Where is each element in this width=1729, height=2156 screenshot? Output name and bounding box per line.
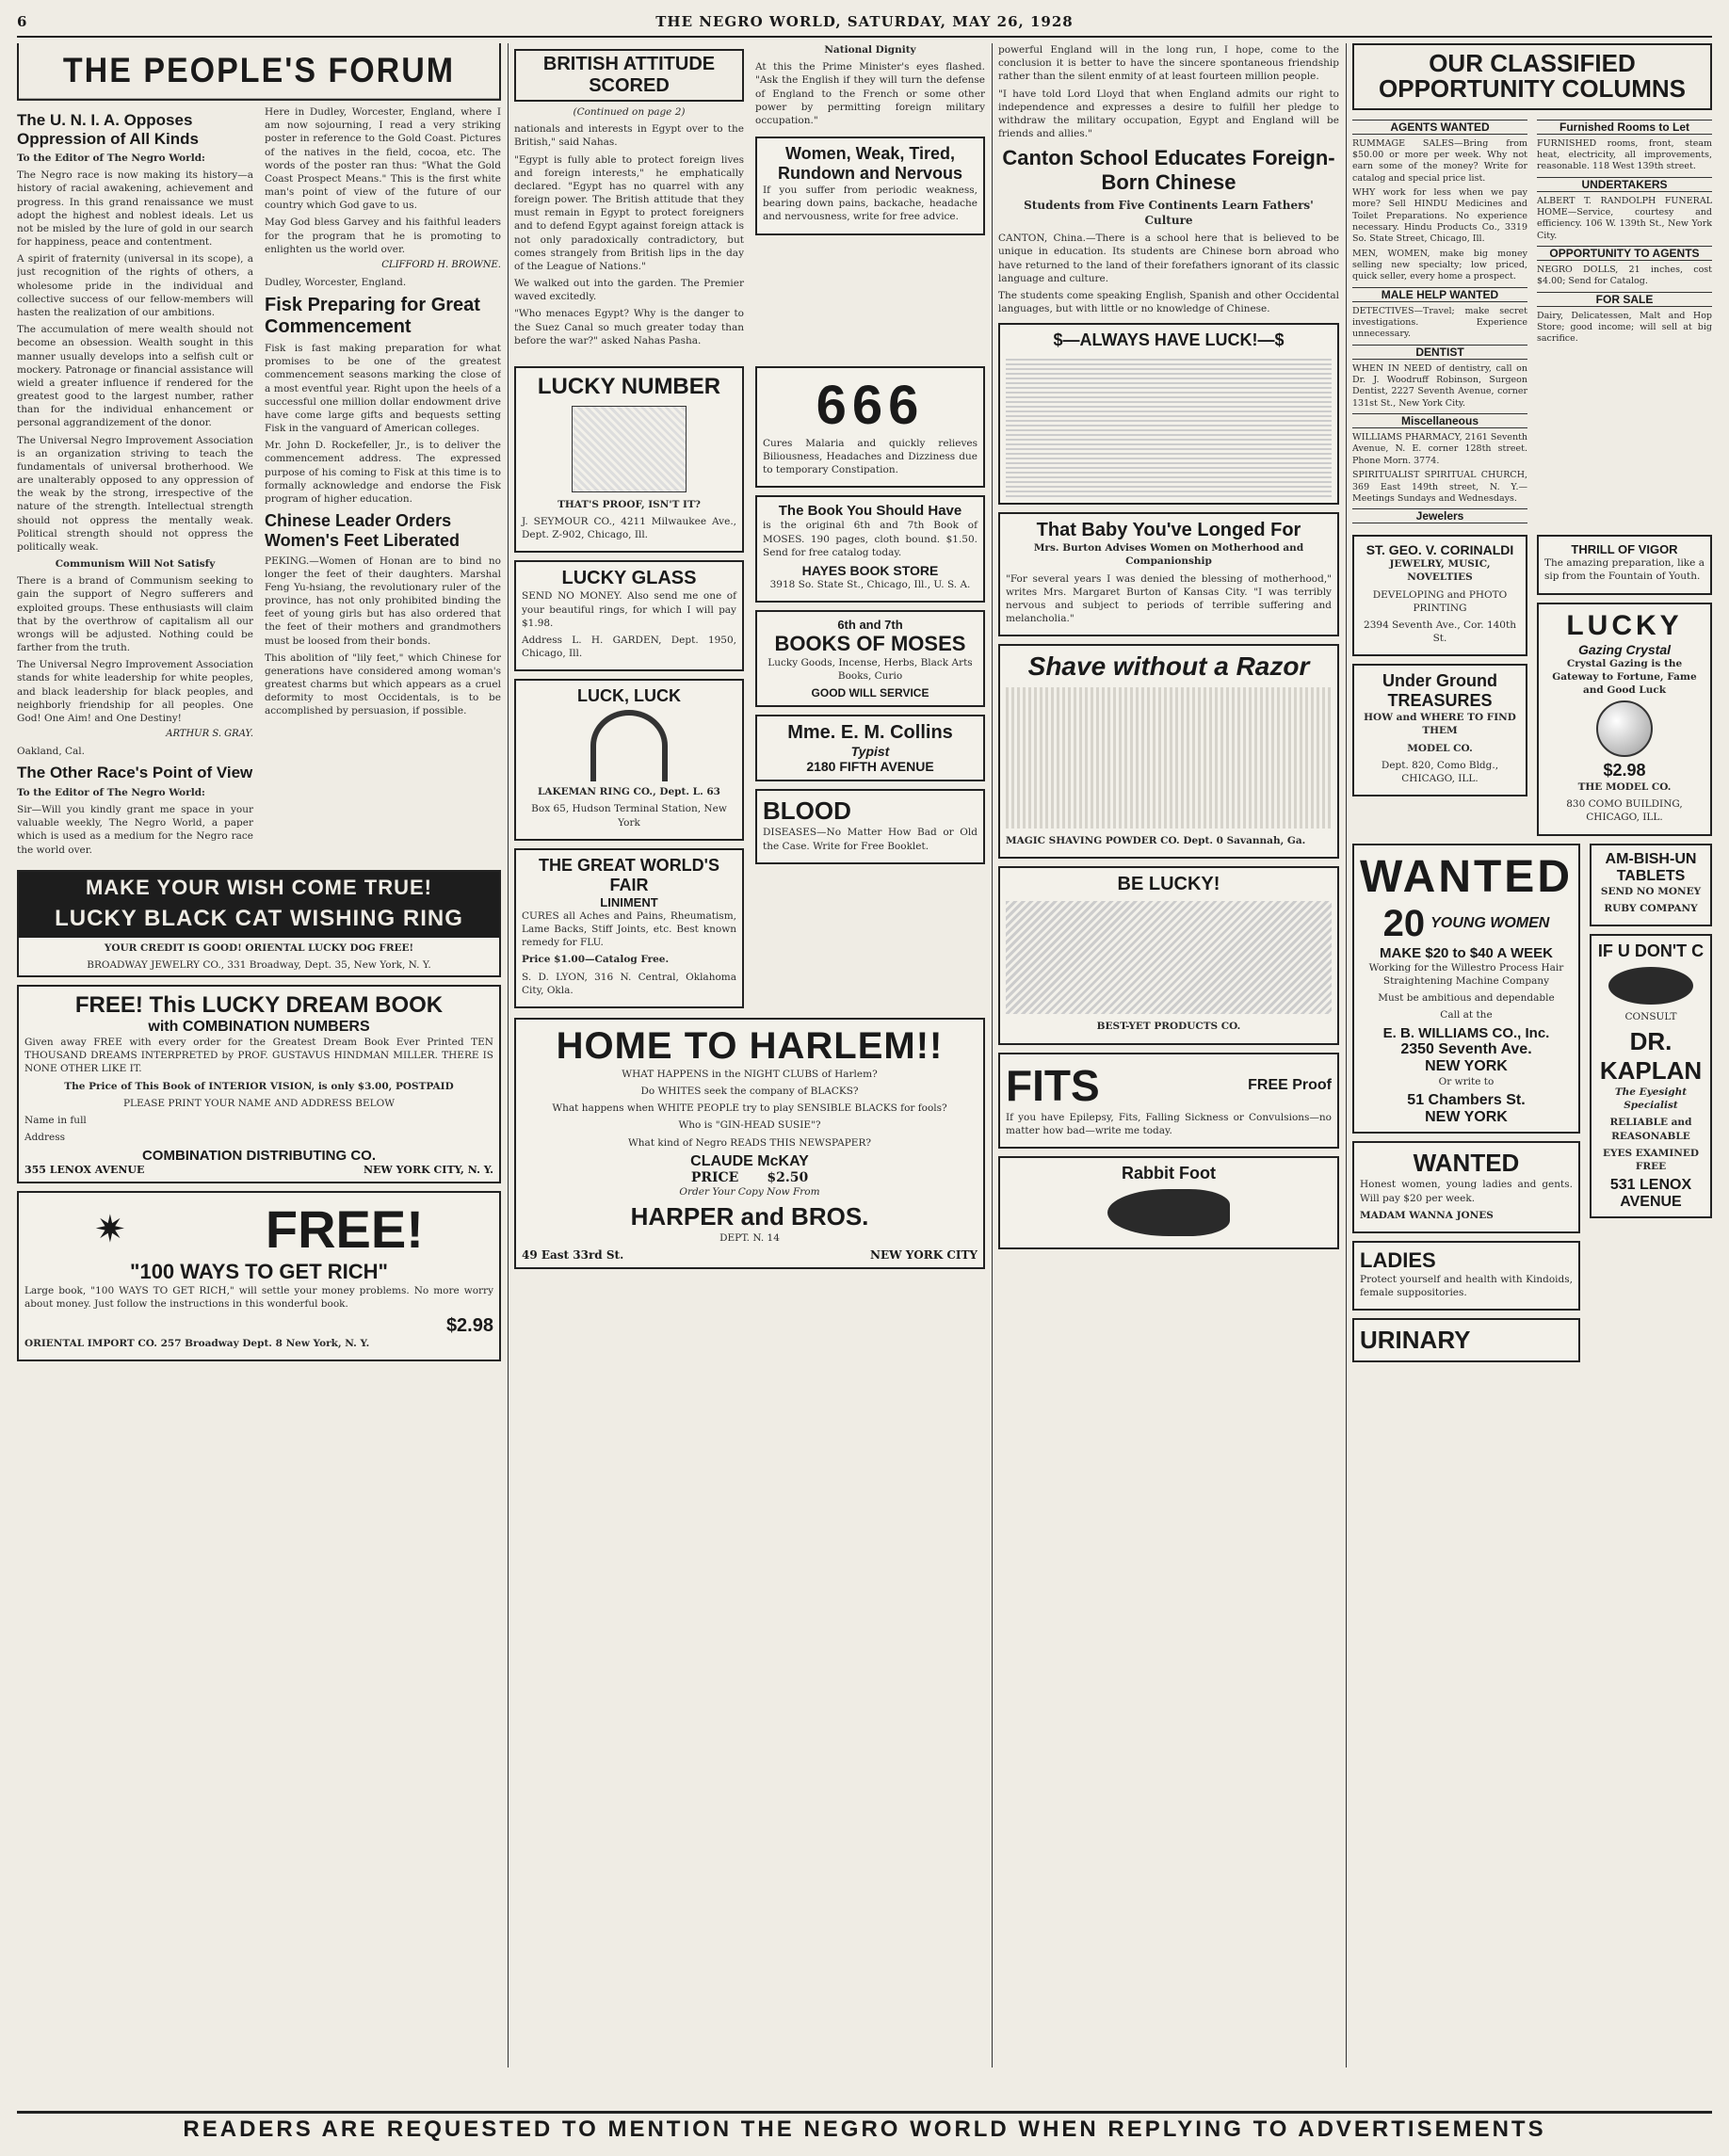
treasures-title: Under Ground TREASURES (1382, 671, 1497, 711)
wanted2-body: Honest women, young ladies and gents. Will pay $20 per week. (1360, 1179, 1573, 1204)
dreambook-name-label: Name in full (24, 1114, 87, 1126)
ad-wanted-honest (1352, 1141, 1580, 1233)
harlem-q5: What kind of Negro READS THIS NEWSPAPER? (628, 1136, 871, 1149)
100ways-header (24, 1199, 493, 1260)
harlem-publisher: HARPER and BROS. (630, 1201, 869, 1231)
baby-headline: That Baby You've Longed For (1036, 520, 1301, 541)
newspaper-page (17, 9, 1712, 2147)
booksyou-title: The Book You Should Have (778, 503, 962, 520)
canton-sub: Students from Five Continents Learn Fathers' Culture (1024, 198, 1314, 227)
harlem-price: $2.50 (767, 1169, 809, 1185)
ad-always-have-luck (998, 323, 1339, 505)
wanted20-row (1360, 903, 1573, 945)
letter1-place: Oakland, Cal. (17, 746, 85, 758)
letter1-headline: The U. N. I. A. Opposes Oppression of All Kinds (17, 111, 199, 148)
letter1-p4: The Universal Negro Improvement Association is an organization striving to teach the fundamentals of universal brotherhood. We are unalterably opposed to any oppression of the weak by the strong, irrespective of the nature of the strength. Intellectual strength should not oppress the mentally weak. Political strength should not oppress the politically weak. (17, 434, 253, 553)
column-rule (992, 43, 993, 2068)
column-classified (1352, 43, 1712, 2068)
british-right (755, 43, 985, 351)
luckynumber-title: LUCKY NUMBER (537, 373, 721, 399)
luckyglass-footer: Address L. H. GARDEN, Dept. 1950, Chicago, Ill. (522, 634, 736, 660)
classified-right (1537, 116, 1712, 528)
100ways-footer: ORIENTAL IMPORT CO. 257 Broadway Dept. 8 New York, N. Y. (24, 1337, 370, 1349)
letter1-salutation: To the Editor of The Negro World: (17, 153, 205, 165)
col4-ads-left (1352, 527, 1527, 835)
crystal-title: LUCKY (1566, 609, 1683, 641)
column-two (514, 43, 985, 2068)
masthead-title: THE NEGRO WORLD, SATURDAY, MAY 26, 1928 (655, 13, 1074, 30)
ad-home-to-harlem (514, 1018, 985, 1269)
dreambook-headline: FREE! This LUCKY DREAM BOOK (74, 992, 444, 1019)
wanted20-city2: NEW YORK (1425, 1109, 1508, 1126)
harlem-price-row (522, 1170, 978, 1185)
col3-cont-text: powerful England will in the long run, I hope, come to the conclusion it is better to have the sincere spontaneous friendship rather than the silent enmity of at least fourteen million people. (998, 44, 1339, 83)
ad-dr-kaplan (1590, 934, 1712, 1218)
letter1-signature: ARTHUR S. GRAY. (166, 729, 253, 740)
classified-item: WILLIAMS PHARMACY, 2161 Seventh Avenue, N. E. corner 128th street. Phone Morn. 3774. (1352, 432, 1528, 466)
canton-headline: Canton School Educates Foreign-Born Chinese (1002, 146, 1335, 194)
shave-footer: MAGIC SHAVING POWDER CO. Dept. 0 Savannah, Ga. (1006, 835, 1306, 847)
chinese-p2: This abolition of "lily feet," which Chinese for generations have considered among woman's greatest charms but which appears as a cruel deformity to most Occidentals, is to be accomplished by persuasion, if possible. (265, 652, 501, 717)
harlem-author: CLAUDE McKAY (690, 1152, 809, 1169)
ad-blood (755, 789, 985, 863)
rabbit-foot-icon (1107, 1189, 1230, 1236)
belucky-image-icon (1006, 901, 1332, 1014)
harlem-city: NEW YORK CITY (869, 1248, 978, 1263)
fits-body: If you have Epilepsy, Fits, Falling Sickness or Convulsions—no matter how bad—write me today. (1006, 1111, 1332, 1136)
treasures-sub: HOW and WHERE TO FIND THEM (1364, 712, 1516, 737)
100ways-price: $2.98 (445, 1314, 493, 1336)
col4-bottom-left (1352, 836, 1580, 1363)
blood-title: BLOOD (763, 796, 851, 826)
kaplan-top: IF U DON'T C (1597, 941, 1705, 960)
fits-title: FITS (1006, 1060, 1100, 1110)
dreambook-body: Given away FREE with every order for the Greatest Dream Book Ever Printed TEN THOUSAND DREAMS INTERPRETED by PROF. GUSTAVUS HINDMAN MILLER. THERE IS NONE OTHER LIKE IT. (24, 1037, 493, 1075)
british-left (514, 43, 744, 351)
horseshoe-icon (590, 710, 668, 781)
corinaldi-sub: JEWELRY, MUSIC, NOVELTIES (1389, 558, 1491, 584)
kaplan-addr: 531 LENOX AVENUE (1609, 1177, 1692, 1211)
ad-that-baby (998, 512, 1339, 636)
wanted20-label: YOUNG WOMEN (1430, 915, 1550, 932)
classified-item: ALBERT T. RANDOLPH FUNERAL HOME—Service, courtesy and efficiency. 106 W. 139th St., New York City. (1537, 195, 1712, 241)
fisk-headline: Fisk Preparing for Great Commencement (265, 295, 480, 338)
cat-jewelers: Jewelers (1352, 508, 1527, 523)
ad-100-ways (17, 1191, 501, 1361)
fits-header (1006, 1060, 1332, 1111)
ad-dream-book (17, 985, 501, 1183)
crystal-tagline: Crystal Gazing is the Gateway to Fortune, Fame and Good Luck (1552, 657, 1697, 696)
harlem-title: HOME TO HARLEM!! (556, 1024, 944, 1067)
ad-666 (755, 366, 985, 489)
wanted20-city1: NEW YORK (1425, 1058, 1508, 1075)
kaplan-consult: CONSULT (1624, 1010, 1677, 1022)
col2-ads-right (755, 359, 985, 1008)
wanted20-company: E. B. WILLIAMS CO., Inc. (1382, 1025, 1550, 1042)
shave-title: Shave without a Razor (1027, 652, 1310, 682)
letter2-signature: CLIFFORD H. BROWNE. (381, 259, 501, 270)
harlem-dept: DEPT. N. 14 (719, 1231, 780, 1244)
forum-right (265, 105, 501, 861)
harlem-q4: Who is "GIN-HEAD SUSIE"? (678, 1119, 821, 1132)
forum-body (17, 105, 501, 861)
british-p5: At this the Prime Minister's eyes flashed. "Ask the English if they will turn the defense of England to the French or some other power by permitting foreign military occupation." (755, 61, 985, 126)
ad-thrill-of-vigor (1537, 535, 1712, 594)
british-p2: "Egypt is fully able to protect foreign lives and foreign interests," he emphatically declared. "Egypt has no quarrel with any foreign power. The British attitude that they must remain in Egypt to protect foreigners and to defend Egypt against foreign attack is not only paradoxically contradictory, but comes strangely from British lips in the day of the League of Nations." (514, 153, 744, 272)
ad-luck-luck (514, 679, 744, 841)
harlem-q2: Do WHITES seek the company of BLACKS? (640, 1086, 859, 1098)
ad-corinaldi (1352, 535, 1527, 656)
worldsfair-sub: LINIMENT (600, 894, 658, 909)
worldsfair-body: CURES all Aches and Pains, Rheumatism, Lame Backs, Stiff Joints, etc. Best known remedy for FLU. (522, 909, 736, 949)
luckynumber-proof: THAT'S PROOF, ISN'T IT? (557, 498, 701, 510)
thrill-title: THRILL OF VIGOR (1571, 542, 1678, 557)
booksyou-addr: 3918 So. State St., Chicago, Ill., U. S. A. (769, 578, 971, 590)
chinese-p1: PEKING.—Women of Honan are to bind no longer the feet of their daughters. Marshal Feng Yu-hsiang, the revolutionary ruler of the province, has not only prohibited binding the feet of young girls but has also ordered that the feet of their mothers and grandmothers must be loosed from their bonds. (265, 555, 501, 647)
wanted20-or: Or write to (1438, 1076, 1495, 1088)
blackcat-line2: LUCKY BLACK CAT WISHING RING (19, 904, 499, 938)
footer-banner: READERS ARE REQUESTED TO MENTION THE NEGRO WORLD WHEN REPLYING TO ADVERTISEMENTS (17, 2111, 1712, 2144)
british-p3: We walked out into the garden. The Premier waved excitedly. (514, 278, 744, 303)
fits-free: FREE Proof (1248, 1076, 1332, 1093)
classified-item: FURNISHED rooms, front, steam heat, electricity, all improvements, reasonable. 118 West 139th street. (1537, 137, 1712, 172)
urinary-title: URINARY (1360, 1326, 1471, 1355)
letter1-p5: There is a brand of Communism seeking to gain the support of Negro sufferers and exploited groups. These enthusiasts will claim that by the overthrow of capitalism all our wrongs will be adjusted. Nothing could be farther from the truth. (17, 575, 253, 654)
wanted20-addr1: 2350 Seventh Ave. (1400, 1041, 1532, 1058)
100ways-body: Large book, "100 WAYS TO GET RICH," will settle your money problems. No more worry about money. Just follow the instructions in this wonderful book. (24, 1285, 493, 1311)
cat-agents-wanted: AGENTS WANTED (1352, 120, 1527, 135)
british-subhead: National Dignity (824, 44, 916, 56)
letter2-p3: May God bless Garvey and his faithful leaders for the program that he is promoting to enlighten us the world over. (265, 217, 501, 255)
cat-dentist: DENTIST (1352, 345, 1527, 360)
dreambook-address: 355 LENOX AVENUE (24, 1164, 145, 1177)
worldsfair-title: THE GREAT WORLD'S FAIR (539, 855, 719, 894)
ad-ambishun (1590, 844, 1712, 926)
kaplan-line: RELIABLE and REASONABLE (1609, 1117, 1692, 1142)
luck-title: LUCK, LUCK (577, 686, 681, 706)
baby-p1: "For several years I was denied the blessing of motherhood," writes Mrs. Margaret Burton of Kansas City. "I was terribly nervous and subject to periods of terrible suffering and melancholia." (1006, 572, 1332, 625)
chinese-headline: Chinese Leader Orders Women's Feet Liberated (265, 511, 460, 550)
crystal-ball-icon (1596, 700, 1653, 757)
page-number: 6 (17, 13, 28, 30)
ad-urinary (1352, 1318, 1580, 1362)
british-p1: nationals and interests in Egypt over to the British," said Nahas. (514, 123, 744, 149)
luckyglass-title: LUCKY GLASS (561, 568, 697, 589)
ad-women-weak (755, 137, 985, 235)
rabbit-title: Rabbit Foot (1122, 1163, 1216, 1183)
blood-body: DISEASES—No Matter How Bad or Old the Case. Write for Free Booklet. (763, 827, 978, 852)
letter2-p1: Sir—Will you kindly grant me space in your valuable weekly, The Negro World, a paper which is used as a medium for the Negro race the world over. (17, 804, 253, 856)
dreambook-address-row (24, 1164, 493, 1176)
fisk-p1: Fisk is fast making preparation for what promises to be one of the greatest commencement seasons marking the close of a most eventful year. Right upon the heels of a successful one million dollar endowment drive have come large gifts and bequests setting Fisk in the vanguard of American colleges. (265, 343, 501, 435)
col4-ads-grid (1352, 527, 1712, 835)
letter1-p2: A spirit of fraternity (universal in its scope), a just recognition of the rights of others, a wholesome pride in the individual and collective success of our fellow-members will hasten the realization of our ambitions. (17, 253, 253, 318)
666-number: 666 (816, 374, 925, 436)
corinaldi-sub2: DEVELOPING and PHOTO PRINTING (1372, 588, 1508, 614)
ad-shave (998, 644, 1339, 859)
moses-footer: GOOD WILL SERVICE (811, 686, 929, 700)
harlem-order: Order Your Copy Now From (679, 1185, 820, 1198)
wanted20-num: 20 (1382, 902, 1426, 944)
ladies-body: Protect yourself and health with Kindoids, female suppositories. (1360, 1273, 1573, 1299)
fisk-p2: Mr. John D. Rockefeller, Jr., is to deliver the commencement address. The expressed purpose of his coming to Fisk at this time is to formally acknowledge and endorse the Fisk program of higher education. (265, 440, 501, 505)
kaplan-exam: EYES EXAMINED FREE (1603, 1147, 1699, 1172)
british-article (514, 43, 985, 351)
classified-item: RUMMAGE SALES—Bring from $50.00 or more per week. Why not earn some of the money? Write for catalog and special price list. (1352, 137, 1527, 184)
ad-lucky-glass (514, 560, 744, 671)
letter1-p3: The accumulation of mere wealth should not become an obsession. Wealth sought in this manner usually develops into a selfish cult or mockery. Patronage or financial assistance will wield a greater influence if rendered for the greatest good to the largest number, rather than for the individual enhancement or personal aggrandizement of the donor. (17, 324, 253, 429)
col4-bottom-grid (1352, 836, 1712, 1363)
canton-p1: CANTON, China.—There is a school here that is believed to be unique in education. Its students are Chinese born abroad who have returned to the land of their forefathers ignorant of its classic language and culture. (998, 233, 1339, 284)
column-rule (508, 43, 509, 2068)
dreambook-price: The Price of This Book of INTERIOR VISION, is only $3.00, POSTPAID (64, 1080, 454, 1092)
letter2-headline: The Other Race's Point of View (17, 764, 253, 782)
harlem-price-label: PRICE (690, 1169, 739, 1185)
worldsfair-addr: S. D. LYON, 316 N. Central, Oklahoma City, Okla. (522, 971, 736, 996)
wanted2-company: MADAM WANNA JONES (1360, 1209, 1494, 1221)
wanted20-must: Must be ambitious and dependable (1378, 991, 1555, 1004)
dreambook-sub: with COMBINATION NUMBERS (148, 1019, 370, 1036)
ad-books-of-moses (755, 610, 985, 707)
dreambook-company: COMBINATION DISTRIBUTING CO. (141, 1148, 377, 1165)
ad-collins (755, 715, 985, 781)
ambishun-company: RUBY COMPANY (1604, 902, 1698, 914)
booksyou-company: HAYES BOOK STORE (801, 562, 939, 578)
luck-company: LAKEMAN RING CO., Dept. L. 63 (538, 786, 720, 798)
classified-left (1352, 116, 1527, 528)
letter2-place: Dudley, Worcester, England. (265, 276, 407, 288)
women-p1: If you suffer from periodic weakness, bearing down pains, backache, headache and nervousness, write for free advice. (763, 185, 978, 223)
blackcat-line1: MAKE YOUR WISH COME TRUE! (19, 872, 499, 904)
razor-image-icon (1006, 687, 1332, 829)
worldsfair-price: Price $1.00—Catalog Free. (522, 954, 670, 966)
masthead (17, 9, 1712, 38)
treasures-addr: Dept. 820, Como Bldg., CHICAGO, ILL. (1381, 759, 1499, 784)
666-body: Cures Malaria and quickly relieves Biliousness, Headaches and Dizziness due to temporary Constipation. (763, 437, 978, 476)
col2-ads-left (514, 359, 744, 1008)
luckyglass-body: SEND NO MONEY. Also send me one of your beautiful rings, for which I will pay $1.98. (522, 590, 736, 629)
ladies-title: LADIES (1360, 1247, 1436, 1272)
booksyou-body: is the original 6th and 7th Book of MOSES. 190 pages, cloth bound. $1.50. Send for free catalog today. (763, 520, 978, 558)
dreambook-print-label: PLEASE PRINT YOUR NAME AND ADDRESS BELOW (122, 1097, 396, 1109)
classified-listings (1352, 116, 1712, 528)
letter2-salutation: To the Editor of The Negro World: (17, 786, 205, 798)
ad-treasures (1352, 664, 1527, 796)
luckynumber-image-icon (572, 406, 687, 492)
crystal-price: $2.98 (1603, 761, 1646, 780)
harlem-address-row (522, 1248, 978, 1262)
british-headline: BRITISH ATTITUDE SCORED (514, 49, 744, 102)
classified-item: Dairy, Delicatessen, Malt and Hop Store; good income; will sell at big sacrifice. (1537, 310, 1712, 345)
ad-be-lucky (998, 866, 1339, 1044)
harlem-q3: What happens when WHITE PEOPLE try to play SENSIBLE BLACKS for fools? (552, 1102, 947, 1115)
harlem-addr: 49 East 33rd St. (522, 1248, 624, 1263)
ad-black-cat (17, 870, 501, 977)
eye-icon (1608, 967, 1693, 1005)
british-cont: (Continued on page 2) (573, 106, 686, 118)
ambishun-send: SEND NO MONEY (1600, 885, 1702, 897)
collins-address: 2180 FIFTH AVENUE (806, 759, 934, 775)
lodestone-image-icon (1006, 356, 1332, 497)
kaplan-sub: The Eyesight Specialist (1614, 1086, 1688, 1112)
baby-sub: Mrs. Burton Advises Women on Motherhood and Companionship (1033, 542, 1304, 568)
ad-book-you-should-have (755, 495, 985, 603)
collins-role: Typist (850, 744, 890, 760)
ad-lucky-number (514, 366, 744, 554)
cat-misc: Miscellaneous (1352, 413, 1527, 428)
column-peoples-forum (17, 43, 501, 2068)
classified-item: DETECTIVES—Travel; make secret investigations. Experience unnecessary. (1352, 305, 1527, 340)
moses-top: 6th and 7th (837, 618, 903, 633)
belucky-title: BE LUCKY! (1117, 874, 1220, 895)
cat-opportunity: OPPORTUNITY TO AGENTS (1537, 246, 1712, 261)
classified-item: NEGRO DOLLS, 21 inches, cost $4.00; Send for Catalog. (1537, 265, 1712, 287)
letter1-p6: The Universal Negro Improvement Association stands for white leadership for white peoples, and black leadership for black peoples, and neighborly friendship for all peoples. One God! One Aim! and One Destiny! (17, 659, 253, 724)
column-rule (1346, 43, 1347, 2068)
ad-wanted-20-women (1352, 844, 1580, 1134)
wanted2-title: WANTED (1413, 1149, 1520, 1178)
crystal-company: THE MODEL CO. (1577, 781, 1672, 794)
col4-bottom-right (1590, 836, 1712, 1363)
moses-title: BOOKS OF MOSES (774, 632, 966, 656)
thrill-body: The amazing preparation, like a sip from the Fountain of Youth. (1544, 557, 1705, 583)
100ways-free: FREE! (265, 1199, 424, 1260)
luck-addr: Box 65, Hudson Terminal Station, New York (531, 803, 727, 829)
blackcat-note: YOUR CREDIT IS GOOD! ORIENTAL LUCKY DOG FREE! (104, 941, 414, 954)
wanted20-wanted: WANTED (1360, 851, 1573, 902)
letter1-p1: The Negro race is now making its history—a history of racial awakening, achievement and progress. In this grand renaissance we must adopt the highest and noblest ideals. Let us not be misled by the lure of gold in our search for happiness, peace and contentment. (17, 169, 253, 249)
forum-left (17, 105, 253, 861)
canton-p2: The students come speaking English, Spanish and other Occidental languages, but with little or no knowledge of Chinese. (998, 289, 1339, 315)
ad-rabbit-foot (998, 1156, 1339, 1249)
corinaldi-title: ST. GEO. V. CORINALDI (1365, 542, 1514, 558)
classified-item: MEN, WOMEN, make big money selling new specialty; low priced, quick seller, every home a prospect. (1352, 248, 1527, 282)
forum-title: THE PEOPLE'S FORUM (17, 43, 501, 101)
collins-name: Mme. E. M. Collins (787, 722, 953, 744)
classified-item: WHY work for less when we pay more? Sell HINDU Medicines and Toilet Preparations. No experience necessary. Hindu Products Co., 3319 So. State Street, Chicago, Ill. (1352, 186, 1527, 245)
letter2-p2: Here in Dudley, Worcester, England, where I am now sojourning, I read a very striking poster in reference to the Gold Coast. Pictures of the natives in the field, cocoa, etc. The words of the poster ran thus: "What the Gold Coast Prospect Means." This is the first white man's point of view of the future of our country which God gave to us. (265, 106, 501, 212)
col2-ads-grid (514, 359, 985, 1008)
ad-ladies (1352, 1241, 1580, 1311)
luckynumber-footer: J. SEYMOUR CO., 4211 Milwaukee Ave., Dept. Z-902, Chicago, Ill. (522, 516, 736, 541)
blackcat-footer: BROADWAY JEWELRY CO., 331 Broadway, Dept. 35, New York, N. Y. (87, 958, 431, 971)
cat-undertakers: UNDERTAKERS (1537, 177, 1712, 192)
column-three (998, 43, 1339, 2068)
col4-ads-right (1537, 527, 1712, 835)
luckbar-title: $—ALWAYS HAVE LUCK!—$ (1053, 330, 1285, 350)
belucky-footer: BEST-YET PRODUCTS CO. (1096, 1021, 1241, 1033)
crystal-addr: 830 COMO BUILDING, CHICAGO, ILL. (1566, 798, 1683, 824)
cat-for-sale: FOR SALE (1537, 292, 1712, 307)
treasures-company: MODEL CO. (1407, 742, 1473, 754)
classified-item: WHEN IN NEED of dentistry, call on Dr. J. Woodruff Robinson, Surgeon Dentist, 2227 Seventh Avenue, corner 131st St., New York City. (1352, 362, 1527, 409)
crystal-sub: Gazing Crystal (1577, 641, 1672, 657)
letter1-subhead: Communism Will Not Satisfy (55, 558, 216, 571)
corinaldi-addr: 2394 Seventh Ave., Cor. 140th St. (1364, 619, 1516, 645)
ad-worlds-fair (514, 848, 744, 1008)
wanted20-addr2: 51 Chambers St. (1407, 1092, 1526, 1109)
100ways-title: "100 WAYS TO GET RICH" (130, 1260, 388, 1284)
ambishun-title: AM-BISH-UN TABLETS (1605, 850, 1697, 884)
ad-lucky-crystal (1537, 603, 1712, 836)
moses-sub: Lucky Goods, Incense, Herbs, Black Arts Books, Curio (768, 657, 973, 683)
wanted20-make: MAKE $20 to $40 A WEEK (1380, 944, 1553, 961)
dreambook-city: NEW YORK CITY, N. Y. (363, 1164, 493, 1177)
classified-header: OUR CLASSIFIED OPPORTUNITY COLUMNS (1352, 43, 1712, 110)
harlem-q1: WHAT HAPPENS in the NIGHT CLUBS of Harlem? (622, 1068, 878, 1080)
british-p4: "Who menaces Egypt? Why is the danger to the Suez Canal so much greater today than before the war?" asked Nahas Pasha. (514, 308, 744, 346)
wanted20-body: Working for the Willestro Process Hair Straightening Machine Company (1368, 961, 1564, 987)
dreambook-address-label: Address (24, 1132, 66, 1144)
wanted20-call: Call at the (1440, 1009, 1493, 1022)
100ways-star-icon: ✷ (94, 1207, 126, 1251)
cat-male-help: MALE HELP WANTED (1352, 287, 1527, 302)
women-headline: Women, Weak, Tired, Rundown and Nervous (777, 144, 962, 184)
col3-p2: "I have told Lord Lloyd that when England admits our right to independence and expresses a desire to fulfill her pledge to withdraw the military occupation, Egypt and England will be friends and allies." (998, 88, 1339, 140)
ad-fits (998, 1053, 1339, 1149)
classified-item: SPIRITUALIST SPIRITUAL CHURCH, 369 East 149th street, N. Y.—Meetings Sundays and Wednesdays. (1352, 470, 1527, 504)
kaplan-name: DR. KAPLAN (1599, 1027, 1703, 1086)
cat-furnished-rooms: Furnished Rooms to Let (1537, 120, 1712, 135)
